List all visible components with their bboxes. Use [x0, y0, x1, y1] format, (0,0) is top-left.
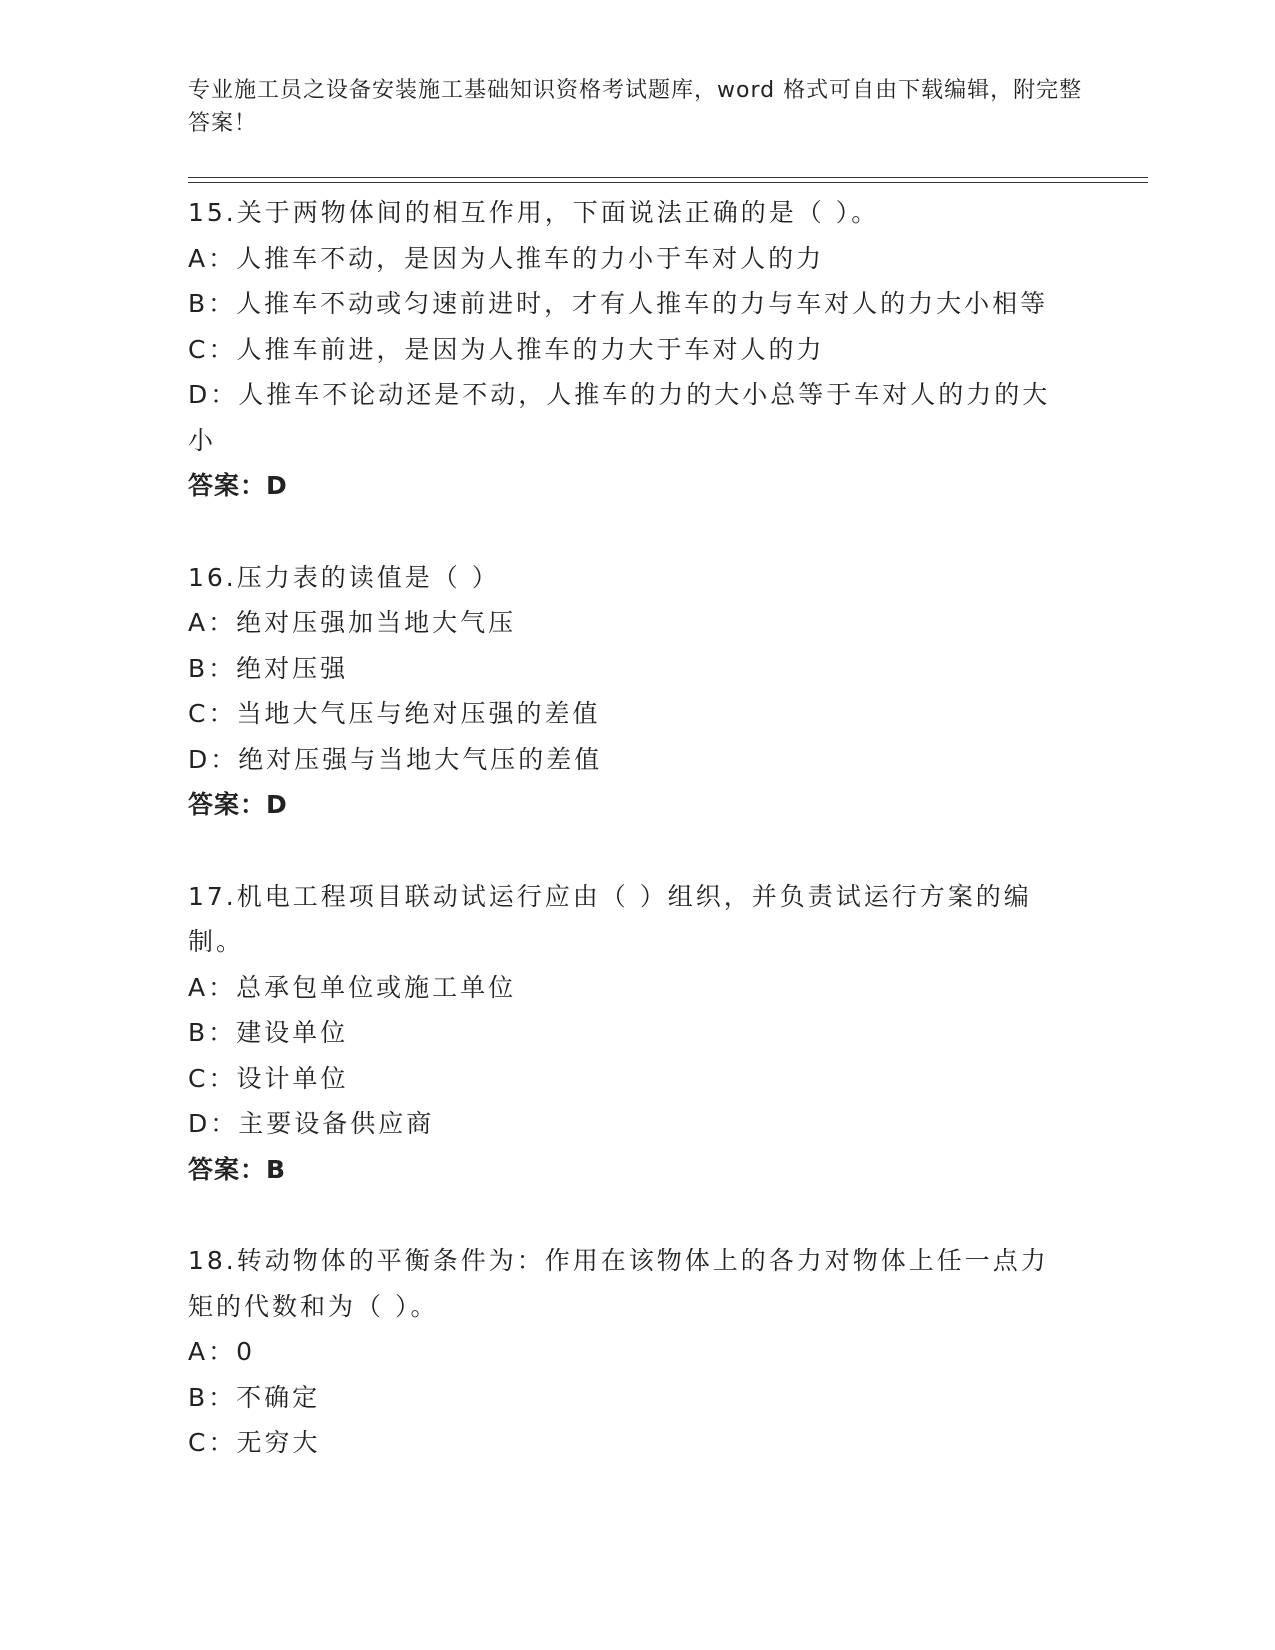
document-header: 专业施工员之设备安装施工基础知识资格考试题库，word 格式可自由下载编辑，附完整答案！ [188, 78, 1083, 136]
option-d: D：主要设备供应商 [188, 1109, 435, 1138]
option-b: B：人推车不动或匀速前进时，才有人推车的力与车对人的力大小相等 [188, 289, 1049, 318]
option-c: C：设计单位 [188, 1063, 349, 1093]
option-a: A：绝对压强加当地大气压 [188, 608, 517, 637]
answer-line: 答案：B [188, 1154, 287, 1184]
option-a: A：人推车不动，是因为人推车的力小于车对人的力 [188, 243, 825, 273]
question-stem: 17.机电工程项目联动试运行应由（ ）组织，并负责试运行方案的编制。 [188, 881, 1032, 956]
option-b: B：绝对压强 [188, 653, 349, 683]
question-17 [188, 874, 1068, 1193]
question-stem: 16.压力表的读值是（ ） [188, 562, 500, 592]
header-divider-top [188, 177, 1148, 178]
question-stem: 15.关于两物体间的相互作用，下面说法正确的是（ ）。 [188, 198, 880, 227]
answer-line: 答案：D [188, 790, 288, 819]
question-18 [188, 1238, 1068, 1466]
option-d: D：绝对压强与当地大气压的差值 [188, 744, 603, 774]
question-15 [188, 190, 1068, 509]
option-a: A：总承包单位或施工单位 [188, 972, 517, 1002]
option-b: B：建设单位 [188, 1018, 349, 1047]
option-d: D：人推车不论动还是不动，人推车的力的大小总等于车对人的力的大小 [188, 380, 1051, 455]
question-list [188, 190, 1068, 1512]
question-16 [188, 555, 1068, 828]
option-a: A：0 [188, 1337, 256, 1366]
option-c: C：无穷大 [188, 1428, 321, 1457]
option-b: B：不确定 [188, 1382, 321, 1412]
option-c: C：人推车前进，是因为人推车的力大于车对人的力 [188, 334, 825, 364]
answer-line: 答案：D [188, 471, 288, 500]
question-stem: 18.转动物体的平衡条件为：作用在该物体上的各力对物体上任一点力矩的代数和为（ ）。 [188, 1246, 1049, 1321]
header-divider-bottom [188, 182, 1148, 183]
option-c: C：当地大气压与绝对压强的差值 [188, 699, 601, 728]
